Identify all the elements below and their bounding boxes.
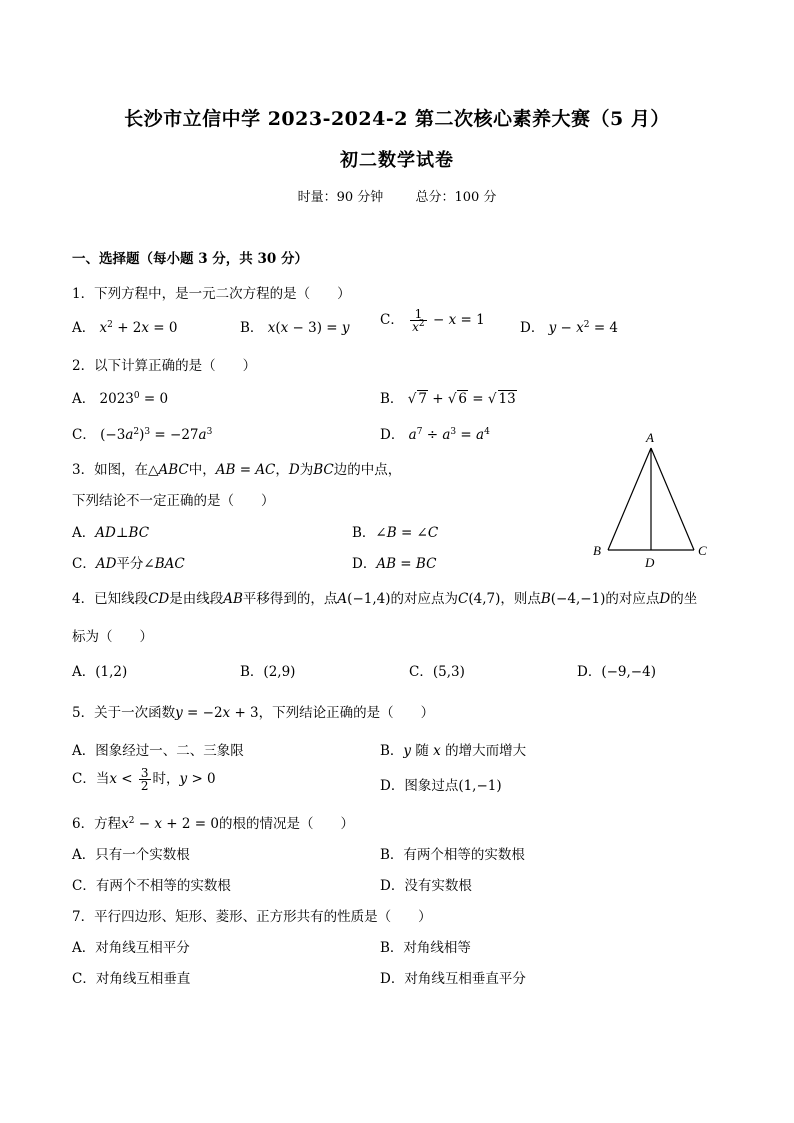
side-ab xyxy=(608,448,651,550)
option-formula: $x^2 + 2x = 0$ xyxy=(99,320,178,336)
question-1-option-d: D． $y - x^2 = 4$ xyxy=(520,320,619,336)
question-2-option-d: D． $a^7 \div a^3 = a^4$ xyxy=(380,427,490,443)
option-formula: ∠B = ∠C xyxy=(375,525,439,541)
question-7-stem: 7．平行四边形、矩形、菱形、正方形共有的性质是（ ） xyxy=(72,909,432,925)
question-3-stem: 3．如图，在△ABC中，AB = AC，D为BC边的中点， xyxy=(72,462,402,478)
section-heading: 一、选择题（每小题 3 分，共 30 分） xyxy=(72,251,308,267)
question-4-option-d: D．(−9,−4) xyxy=(577,664,656,680)
exam-meta xyxy=(0,186,794,205)
option-formula: $2023^0 = 0$ xyxy=(95,391,169,407)
question-7-option-c: C．对角线互相垂直 xyxy=(72,971,191,987)
question-3-option-b: B．∠B = ∠C xyxy=(352,525,439,541)
question-1-stem: 1．下列方程中，是一元二次方程的是（ ） xyxy=(72,286,351,302)
question-2-option-c: C． $(-3a^2)^3 = -27a^3$ xyxy=(72,427,213,443)
question-5-option-c: C．当x < $\frac{3}{2}$ 时，y > 0 xyxy=(72,766,216,793)
question-4-option-b: B．(2,9) xyxy=(240,664,296,680)
question-1-option-a: A． $x^2 + 2x = 0$ xyxy=(72,320,178,336)
question-6-stem: 6．方程$x^2 - x + 2 = 0$的根的情况是（ ） xyxy=(72,816,354,832)
question-4-stem-2: 标为（ ） xyxy=(72,629,153,645)
triangle-figure xyxy=(588,428,718,573)
exam-time: 时量：90 分钟 xyxy=(297,190,384,205)
question-5-option-a: A．图象经过一、二、三象限 xyxy=(72,743,244,759)
question-3-option-d: D．AB = BC xyxy=(352,556,437,572)
question-6-option-b: B．有两个相等的实数根 xyxy=(380,847,525,863)
exam-title: 长沙市立信中学 2023-2024-2 第二次核心素养大赛（5 月） xyxy=(124,108,670,130)
question-2-stem: 2．以下计算正确的是（ ） xyxy=(72,358,257,374)
question-4-stem: 4．已知线段CD是由线段AB平移得到的，点A(−1,4)的对应点为C(4,7)，则点B(−4,−1)的对应点D的坐 xyxy=(72,591,698,607)
question-7-option-a: A．对角线互相平分 xyxy=(72,940,190,956)
question-6-option-c: C．有两个不相等的实数根 xyxy=(72,878,231,894)
question-5-option-b: B．y 随 x 的增大而增大 xyxy=(380,743,527,759)
question-5-option-d: D．图象过点(1,−1) xyxy=(380,778,502,794)
option-formula: $a^7 \div a^3 = a^4$ xyxy=(408,427,490,443)
question-7-option-d: D．对角线互相垂直平分 xyxy=(380,971,526,987)
exam-score: 总分：100 分 xyxy=(415,190,497,205)
option-formula: $\frac{1}{x^2}$ − x = 1 xyxy=(412,307,485,334)
vertex-label-b: B xyxy=(593,543,601,558)
question-3-option-a: A．AD⊥BC xyxy=(72,525,150,541)
option-formula: AD⊥BC xyxy=(95,525,150,541)
question-4-option-c: C．(5,3) xyxy=(409,664,465,680)
option-formula: x(x − 3) = y xyxy=(267,320,350,336)
option-formula: AB = BC xyxy=(376,556,437,572)
question-4-option-a: A．(1,2) xyxy=(72,664,128,680)
question-3-option-c: C．AD平分∠BAC xyxy=(72,556,185,572)
question-3-stem-2: 下列结论不一定正确的是（ ） xyxy=(72,493,275,509)
vertex-label-c: C xyxy=(698,543,707,558)
option-formula: $y - x^2 = 4$ xyxy=(548,320,619,336)
vertex-label-a: A xyxy=(646,430,654,445)
option-formula: √ 7 + √ 6 = √ 13 xyxy=(403,391,516,407)
exam-subtitle: 初二数学试卷 xyxy=(340,150,454,171)
vertex-label-d: D xyxy=(645,555,655,570)
question-6-option-a: A．只有一个实数根 xyxy=(72,847,190,863)
question-2-option-a: A． $2023^0 = 0$ xyxy=(72,391,169,407)
side-ac xyxy=(651,448,694,550)
option-formula: $(-3a^2)^3 = -27a^3$ xyxy=(95,427,213,443)
question-1-option-c: C． $\frac{1}{x^2}$ − x = 1 xyxy=(380,307,485,334)
question-1-option-b: B． x(x − 3) = y xyxy=(240,320,350,336)
question-2-option-b: B． √ 7 + √ 6 = √ 13 xyxy=(380,391,516,407)
question-6-option-d: D．没有实数根 xyxy=(380,878,472,894)
question-7-option-b: B．对角线相等 xyxy=(380,940,471,956)
question-5-stem: 5．关于一次函数y = −2x + 3，下列结论正确的是（ ） xyxy=(72,705,435,721)
